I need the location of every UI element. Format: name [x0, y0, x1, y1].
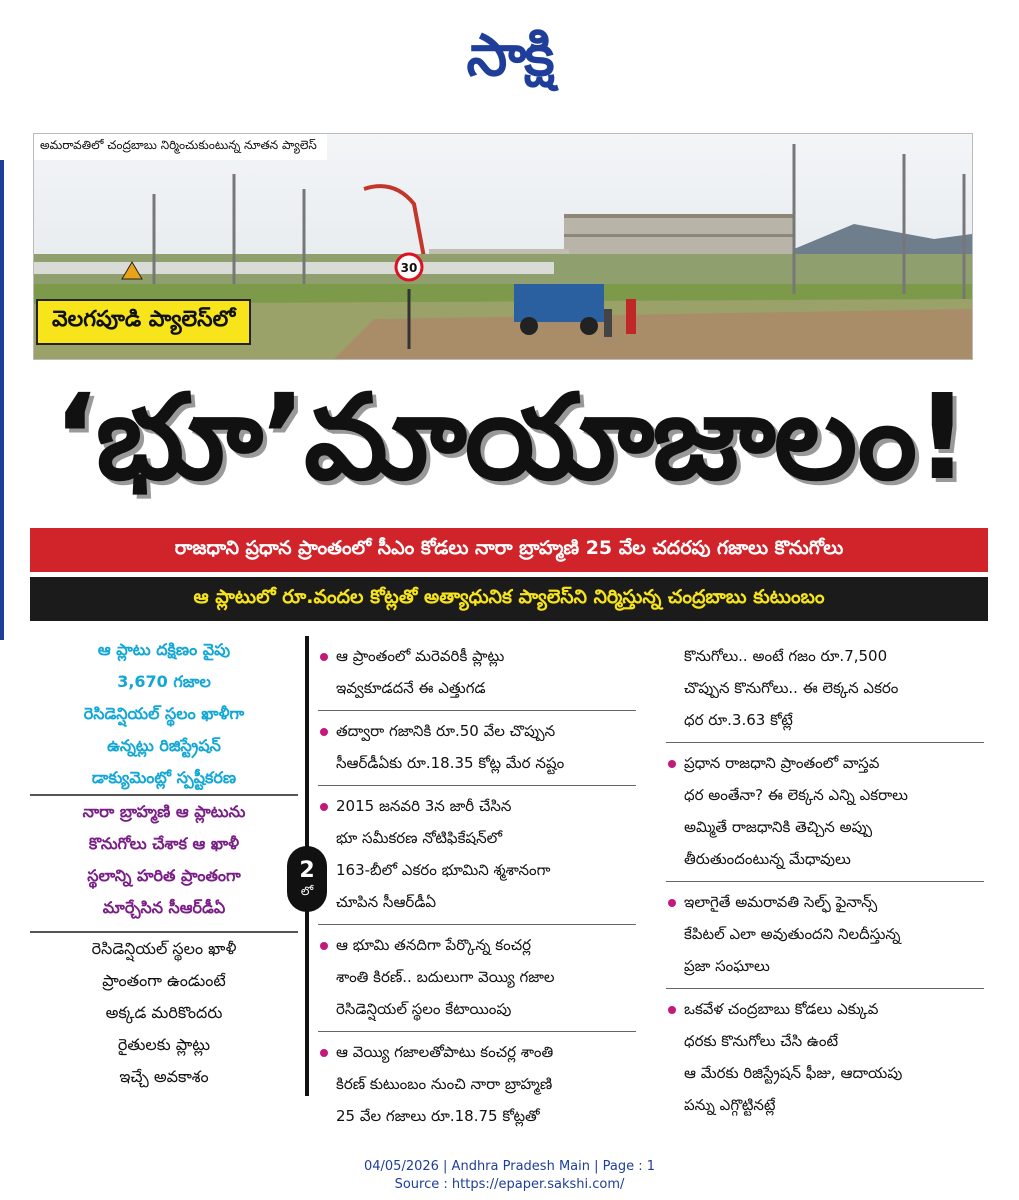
- bullet-line: భూ సమీకరణ నోటిఫికేషన్‌లో: [336, 829, 503, 847]
- highlight-line: ఇచ్చే అవకాశం: [119, 1067, 209, 1086]
- bullet-line: తద్వారా గజానికి రూ.50 వేల చొప్పున: [336, 722, 556, 740]
- left-edge-rule: [0, 160, 4, 640]
- bullet-line: 163-బీలో ఎకరం భూమిని శ్మశానంగా: [336, 861, 551, 879]
- bullet-dot-icon: [320, 803, 328, 811]
- bullet-dot-icon: [320, 942, 328, 950]
- highlight-line: ఉన్నట్లు రిజిస్ట్రేషన్: [107, 736, 221, 755]
- bullet-dot-icon: [668, 760, 676, 768]
- bullet-line: కొనుగోలు.. అంటే గజం రూ.7,500: [684, 647, 888, 665]
- highlight-line: ఆ ప్లాటు దక్షిణం వైపు: [97, 640, 231, 659]
- bullet-line: ప్రజా సంఘాలు: [684, 957, 770, 975]
- bullet-dot-icon: [668, 1006, 676, 1014]
- highlight-line: 3,670 గజాల: [117, 672, 211, 691]
- bullet-line: చొప్పున కొనుగోలు.. ఈ లెక్కన ఎకరం: [684, 679, 899, 697]
- bullet-dot-icon: [320, 728, 328, 736]
- bullet-line: శాంతి కిరణ్.. బదులుగా వెయ్యి గజాల: [336, 968, 555, 986]
- bullet-line: ఆ మేరకు రిజిస్ట్రేషన్ ఫీజు, ఆదాయపు: [684, 1064, 903, 1082]
- highlight-line: స్థలాన్ని హరిత ప్రాంతంగా: [87, 866, 241, 885]
- highlight-block-purple: [30, 794, 298, 931]
- subheadline-red: రాజధాని ప్రధాన ప్రాంతంలో సీఎం కోడలు నారా బ్రాహ్మణి 25 వేల చదరపు గజాలు కొనుగోలు: [30, 528, 988, 572]
- bullet-line: అమ్మితే రాజధానికి తెచ్చిన అప్పు: [684, 818, 873, 836]
- page-reference-number: 2: [299, 858, 315, 883]
- bullet-line: 2015 జనవరి 3న జారీ చేసిన: [336, 797, 512, 815]
- newspaper-logo: సాక్షి: [466, 21, 553, 89]
- highlight-line: అక్కడ మరికొందరు: [105, 1003, 223, 1022]
- bullet-line: రెసిడెన్షియల్ స్థలం కేటాయింపు: [336, 1000, 512, 1018]
- speed-limit-sign: 30: [400, 261, 418, 275]
- subheadline-dark: ఆ ప్లాటులో రూ.వందల కోట్లతో అత్యాధునిక ప్యాలెస్‌ని నిర్మిస్తున్న చంద్రబాబు కుటుంబం: [30, 577, 988, 621]
- source-link[interactable]: Source : https://epaper.sakshi.com/: [394, 1177, 625, 1192]
- kicker-label: వెలగపూడి ప్యాలెస్‌లో: [36, 299, 251, 345]
- bullet-line: తీరుతుందంటున్న మేధావులు: [684, 850, 851, 868]
- bullet-line: కేపిటల్ ఎలా అవుతుందని నిలదీస్తున్న: [684, 925, 901, 943]
- edition-info: 04/05/2026 | Andhra Pradesh Main | Page : 1: [363, 1159, 656, 1174]
- highlight-line: ప్రాంతంగా ఉండుంటే: [102, 971, 226, 990]
- bullet-line: ఇలాగైతే అమరావతి సెల్ఫ్ ఫైనాన్స్: [684, 893, 878, 911]
- highlight-block-black: [30, 931, 298, 1095]
- bullet-line: ధరకు కొనుగోలు చేసి ఉంటే: [684, 1032, 839, 1050]
- bullet-dot-icon: [320, 1049, 328, 1057]
- bullet-point: [318, 636, 636, 711]
- masthead: [0, 0, 1019, 125]
- highlight-block-cyan: [30, 634, 298, 794]
- highlight-line: డాక్యుమెంట్లో స్పష్టీకరణ: [91, 768, 237, 787]
- bullet-line: ఒకవేళ చంద్రబాబు కోడలు ఎక్కువ: [684, 1000, 879, 1018]
- photo-caption: అమరావతిలో చంద్రబాబు నిర్మించుకుంటున్న నూతన ప్యాలెస్: [34, 134, 327, 160]
- bullet-point: [318, 1032, 636, 1138]
- bullet-point: [666, 989, 984, 1127]
- highlight-line: రెసిడెన్షియల్ స్థలం ఖాళీగా: [83, 704, 245, 723]
- bullet-line: సీఆర్‌డీఏకు రూ.18.35 కోట్ల మేర నష్టం: [336, 754, 565, 772]
- bullet-dot-icon: [668, 899, 676, 907]
- bullet-line: ధర రూ.3.63 కోట్లే: [684, 711, 793, 729]
- highlight-line: మార్చేసిన సీఆర్‌డీఏ: [102, 898, 226, 917]
- bullet-point: [666, 743, 984, 882]
- bullet-point: [666, 882, 984, 989]
- bullet-line: ధర అంతేనా? ఈ లెక్కన ఎన్ని ఎకరాలు: [684, 786, 908, 804]
- highlight-line: రైతులకు ప్లాట్లు: [117, 1035, 211, 1054]
- bullet-continuation: [666, 636, 984, 743]
- bullet-line: 25 వేల గజాలు రూ.18.75 కోట్లతో: [336, 1107, 540, 1125]
- highlight-line: రెసిడెన్షియల్ స్థలం ఖాళీ: [91, 939, 237, 958]
- bullet-dot-icon: [320, 653, 328, 661]
- main-headline: ‘భూ’మాయాజాలం!: [52, 368, 968, 506]
- bullets-column-middle: [318, 636, 636, 1138]
- bullet-line: ప్రధాన రాజధాని ప్రాంతంలో వాస్తవ: [684, 754, 880, 772]
- bullet-line: ఆ వెయ్యి గజాలతోపాటు కంచర్ల శాంతి: [336, 1043, 554, 1061]
- bullet-line: పన్ను ఎగ్గొట్టినట్లే: [684, 1096, 776, 1114]
- bullet-line: కిరణ్ కుటుంబం నుంచి నారా బ్రాహ్మణి: [336, 1075, 553, 1093]
- bullet-point: [318, 925, 636, 1032]
- bullet-line: చూపిన సీఆర్‌డీఏ: [336, 893, 437, 911]
- page-reference-suffix: లో: [300, 884, 314, 898]
- highlights-column: [30, 634, 298, 1096]
- bullet-point: [318, 711, 636, 786]
- highlight-line: నారా బ్రాహ్మణి ఆ ప్లాటును: [82, 802, 246, 821]
- bullet-line: ఆ ప్రాంతంలో మరెవరికీ ప్లాట్లు: [336, 647, 505, 665]
- bullet-point: [318, 786, 636, 925]
- page-footer: [0, 1158, 1019, 1194]
- highlight-line: కొనుగోలు చేశాక ఆ ఖాళీ: [88, 834, 240, 853]
- bullet-line: ఇవ్వకూడదనే ఈ ఎత్తుగడ: [336, 679, 486, 697]
- bullet-line: ఆ భూమి తనదిగా పేర్కొన్న కంచర్ల: [336, 936, 531, 954]
- bullets-column-right: [666, 636, 984, 1127]
